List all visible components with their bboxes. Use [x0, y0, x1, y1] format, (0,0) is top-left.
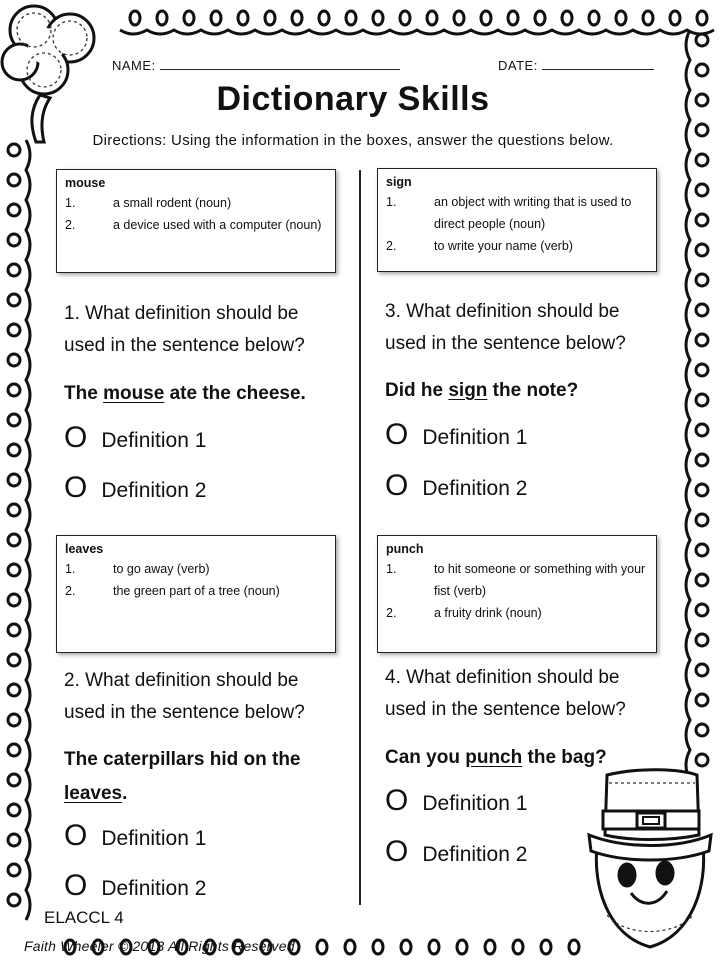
- border-loop: [670, 11, 680, 25]
- definition-box-punch: [377, 535, 657, 653]
- date-line[interactable]: [542, 69, 654, 70]
- name-line[interactable]: [160, 69, 400, 70]
- border-loop: [8, 294, 20, 306]
- border-loop: [8, 594, 20, 606]
- radio-circle-icon[interactable]: O: [385, 835, 409, 868]
- border-loop: [8, 204, 20, 216]
- border-loop: [589, 11, 599, 25]
- border-wave: [26, 140, 30, 920]
- border-loop: [8, 174, 20, 186]
- border-loop: [696, 514, 708, 526]
- question-2: 2. What definition should be used in the sentence below?: [64, 670, 305, 723]
- border-loop: [696, 454, 708, 466]
- date-label: DATE:: [498, 58, 538, 73]
- border-loop: [427, 11, 437, 25]
- border-loop: [643, 11, 653, 25]
- radio-circle-icon[interactable]: O: [64, 471, 88, 504]
- border-loop: [562, 11, 572, 25]
- border-loop: [8, 564, 20, 576]
- q4-option-2[interactable]: O Definition 2: [385, 835, 528, 868]
- q2-option-2[interactable]: O Definition 2: [64, 869, 207, 902]
- border-loop: [130, 11, 140, 25]
- target-word: punch: [465, 747, 523, 768]
- border-loop: [8, 384, 20, 396]
- sentence-3: Did he sign the note?: [385, 380, 579, 401]
- border-loop: [429, 940, 439, 954]
- question-1: 1. What definition should be used in the sentence below?: [64, 303, 305, 356]
- question-4: 4. What definition should be used in the sentence below?: [385, 667, 626, 720]
- standard-code: ELACCL 4: [44, 908, 124, 927]
- definition-item: 1. to hit someone or something with your fist (verb): [386, 562, 646, 598]
- border-loop: [8, 264, 20, 276]
- border-loop: [697, 11, 707, 25]
- definition-item: 2. to write your name (verb): [386, 239, 573, 253]
- target-word: mouse: [103, 383, 165, 404]
- border-loop: [696, 334, 708, 346]
- border-loop: [373, 11, 383, 25]
- border-loop: [569, 940, 579, 954]
- sentence-4: Can you punch the bag?: [385, 747, 607, 768]
- definition-box-mouse: [56, 169, 336, 273]
- radio-circle-icon[interactable]: O: [64, 869, 88, 902]
- border-loop: [696, 214, 708, 226]
- definition-box-sign: [377, 168, 657, 272]
- border-loop: [373, 940, 383, 954]
- q3-option-1[interactable]: O Definition 1: [385, 418, 528, 451]
- directions-text: Directions: Using the information in the boxes, answer the questions below.: [92, 132, 614, 149]
- border-loop: [8, 804, 20, 816]
- column-divider: [359, 170, 361, 905]
- border-loop: [508, 11, 518, 25]
- border-loop: [8, 774, 20, 786]
- border-loop: [696, 34, 708, 46]
- border-loop: [696, 154, 708, 166]
- border-loop: [696, 244, 708, 256]
- border-loop: [696, 274, 708, 286]
- border-loop: [8, 534, 20, 546]
- target-word: leaves: [64, 783, 123, 804]
- radio-circle-icon[interactable]: O: [64, 421, 88, 454]
- border-loop: [8, 444, 20, 456]
- radio-circle-icon[interactable]: O: [385, 418, 409, 451]
- border-loop: [8, 324, 20, 336]
- definition-item: 2. a device used with a computer (noun): [65, 218, 322, 232]
- border-loop: [211, 11, 221, 25]
- border-loop: [616, 11, 626, 25]
- radio-circle-icon[interactable]: O: [64, 819, 88, 852]
- q1-option-1[interactable]: O Definition 1: [64, 421, 207, 454]
- q3-option-2[interactable]: O Definition 2: [385, 469, 528, 502]
- definition-item: 2. the green part of a tree (noun): [65, 584, 280, 598]
- border-loop: [8, 624, 20, 636]
- entry-word: mouse: [65, 176, 106, 190]
- border-loop: [265, 11, 275, 25]
- border-loop: [8, 414, 20, 426]
- border-loop: [696, 724, 708, 736]
- border-loop: [184, 11, 194, 25]
- target-word: sign: [448, 380, 488, 401]
- q2-option-1[interactable]: O Definition 1: [64, 819, 207, 852]
- border-loop: [319, 11, 329, 25]
- border-loop: [400, 11, 410, 25]
- border-loop: [292, 11, 302, 25]
- border-loop: [8, 714, 20, 726]
- border-loop: [8, 654, 20, 666]
- copyright-text: Faith Wheeler © 2013 All Rights Reserved: [24, 938, 295, 954]
- page-title: Dictionary Skills: [216, 80, 490, 118]
- border-loop: [8, 234, 20, 246]
- border-loop: [696, 184, 708, 196]
- border-loop: [8, 354, 20, 366]
- border-loop: [696, 694, 708, 706]
- q4-option-1[interactable]: O Definition 1: [385, 784, 528, 817]
- border-loop: [696, 64, 708, 76]
- border-loop: [8, 834, 20, 846]
- border-loop: [346, 11, 356, 25]
- question-3: 3. What definition should be used in the sentence below?: [385, 301, 626, 354]
- border-loop: [696, 664, 708, 676]
- border-loop: [8, 744, 20, 756]
- leprechaun-icon: [585, 765, 715, 955]
- entry-word: sign: [386, 175, 412, 189]
- border-loop: [535, 11, 545, 25]
- definition-item: 1. a small rodent (noun): [65, 196, 232, 210]
- entry-word: leaves: [65, 542, 104, 556]
- border-loop: [696, 394, 708, 406]
- border-loop: [8, 684, 20, 696]
- name-label: NAME:: [112, 58, 156, 73]
- border-wave: [120, 30, 714, 34]
- border-loop: [696, 304, 708, 316]
- border-loop: [238, 11, 248, 25]
- border-loop: [696, 484, 708, 496]
- border-loop: [8, 474, 20, 486]
- border-loop: [8, 504, 20, 516]
- definition-item: 1. to go away (verb): [65, 562, 210, 576]
- border-loop: [696, 544, 708, 556]
- border-loop: [513, 940, 523, 954]
- border-loop: [481, 11, 491, 25]
- border-loop: [541, 940, 551, 954]
- border-loop: [401, 940, 411, 954]
- sentence-1: The mouse ate the cheese.: [64, 383, 306, 404]
- border-loop: [157, 11, 167, 25]
- border-loop: [457, 940, 467, 954]
- entry-word: punch: [386, 542, 424, 556]
- definition-item: 2. a fruity drink (noun): [386, 606, 542, 620]
- shamrock-icon: [0, 0, 115, 150]
- radio-circle-icon[interactable]: O: [385, 784, 409, 817]
- radio-circle-icon[interactable]: O: [385, 469, 409, 502]
- definition-item: 1. an object with writing that is used to direct people (noun): [386, 195, 632, 231]
- border-loop: [454, 11, 464, 25]
- definition-box-leaves: [56, 535, 336, 653]
- sentence-2: The caterpillars hid on the leaves.: [64, 749, 301, 804]
- border-loop: [696, 574, 708, 586]
- border-loop: [8, 864, 20, 876]
- border-loop: [696, 364, 708, 376]
- border-loop: [696, 604, 708, 616]
- border-loop: [8, 894, 20, 906]
- border-loop: [485, 940, 495, 954]
- border-loop: [696, 424, 708, 436]
- border-loop: [696, 634, 708, 646]
- q1-option-2[interactable]: O Definition 2: [64, 471, 207, 504]
- border-loop: [345, 940, 355, 954]
- border-loop: [317, 940, 327, 954]
